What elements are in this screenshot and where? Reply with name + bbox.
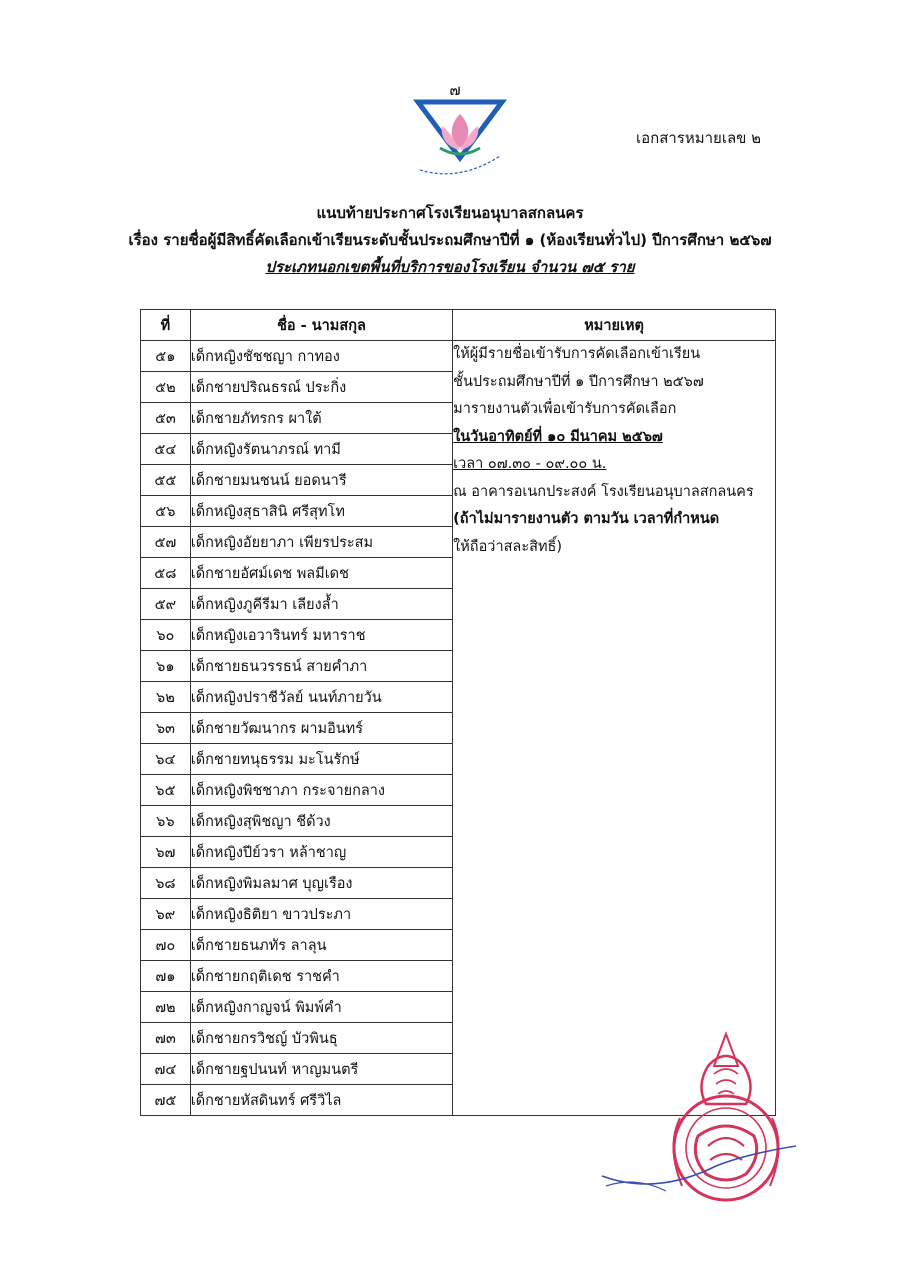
student-name: เด็กชายฐปนนท์ หาญมนตรี [190,1054,452,1085]
remark-warning-1: (ถ้าไม่มารายงานตัว ตามวัน เวลาที่กำหนด [453,511,720,527]
table-row [141,341,776,372]
row-number: ๕๙ [141,589,191,620]
row-number: ๖๐ [141,620,191,651]
remark-line-3: มารายงานตัวเพื่อเข้ารับการคัดเลือก [453,401,677,417]
remark-line-2: ชั้นประถมศึกษาปีที่ ๑ ปีการศึกษา ๒๕๖๗ [453,373,704,390]
title-line-1: แนบท้ายประกาศโรงเรียนอนุบาลสกลนคร [316,204,584,222]
row-number: ๗๐ [141,930,191,961]
student-name: เด็กชายธนวรรธน์ สายคำภา [190,651,452,682]
student-name: เด็กหญิงพิชชาภา กระจายกลาง [190,775,452,806]
remark-location: ณ อาคารอเนกประสงค์ โรงเรียนอนุบาลสกลนคร [453,483,754,500]
row-number: ๕๑ [141,341,191,372]
title-line-3: ประเภทนอกเขตพื้นที่บริการของโรงเรียน จำนวน ๗๕ ราย [265,258,635,276]
row-number: ๖๙ [141,899,191,930]
student-name: เด็กชายวัฒนากร ผามอินทร์ [190,713,452,744]
row-number: ๕๕ [141,465,191,496]
student-name: เด็กหญิงอัยยาภา เพียรประสม [190,527,452,558]
student-name: เด็กหญิงพิมลมาศ บุญเรือง [190,868,452,899]
student-name: เด็กหญิงธิติยา ขาวประภา [190,899,452,930]
student-name: เด็กชายอัศม์เดช พลมีเดช [190,558,452,589]
school-logo [412,98,508,178]
row-number: ๖๗ [141,837,191,868]
header-name: ชื่อ - นามสกุล [190,310,452,341]
student-name: เด็กชายกรวิชญ์ บัวพินธุ [190,1023,452,1054]
school-seal-stamp [596,1026,806,1216]
student-name: เด็กชายมนชนน์ ยอดนารี [190,465,452,496]
remark-cell [453,341,776,1116]
row-number: ๕๓ [141,403,191,434]
row-number: ๕๗ [141,527,191,558]
student-name: เด็กชายทนุธรรม มะโนรักษ์ [190,744,452,775]
student-name: เด็กหญิงกาญจน์ พิมพ์คำ [190,992,452,1023]
row-number: ๗๔ [141,1054,191,1085]
row-number: ๕๘ [141,558,191,589]
row-number: ๗๒ [141,992,191,1023]
student-name: เด็กหญิงปราชีวัลย์ นนท์ภายวัน [190,682,452,713]
remark-time: เวลา ๐๗.๓๐ - ๐๙.๐๐ น. [453,456,607,472]
student-name: เด็กหญิงภูคีรีมา เลียงล้ำ [190,589,452,620]
row-number: ๖๘ [141,868,191,899]
student-name: เด็กหญิงปีย์วรา หล้าชาญ [190,837,452,868]
row-number: ๖๖ [141,806,191,837]
row-number: ๕๔ [141,434,191,465]
row-number: ๕๒ [141,372,191,403]
row-number: ๖๑ [141,651,191,682]
row-number: ๖๒ [141,682,191,713]
student-name: เด็กชายภัทรกร ผาใต้ [190,403,452,434]
remark-line-1: ให้ผู้มีรายชื่อเข้ารับการคัดเลือกเข้าเรียน [453,346,701,362]
row-number: ๗๕ [141,1085,191,1116]
student-name: เด็กหญิงเอวารินทร์ มหาราช [190,620,452,651]
table-header-row [141,310,776,341]
row-number: ๖๕ [141,775,191,806]
student-name: เด็กหญิงสุธาสินิ ศรีสุทโท [190,496,452,527]
student-name: เด็กชายหัสดินทร์ ศรีวิไล [190,1085,452,1116]
remark-warning-2: ให้ถือว่าสละสิทธิ์) [453,538,563,555]
student-name: เด็กชายกฤติเดช ราชคำ [190,961,452,992]
title-line-2: เรื่อง รายชื่อผู้มีสิทธิ์คัดเลือกเข้าเรียนระดับชั้นประถมศึกษาปีที่ ๑ (ห้องเรียนทั่วไป) ปีการศึกษา ๒๕๖๗ [128,231,772,249]
row-number: ๖๔ [141,744,191,775]
header-number: ที่ [141,310,191,341]
row-number: ๖๓ [141,713,191,744]
document-number: เอกสารหมายเลข ๒ [636,129,762,147]
student-name: เด็กชายธนภทัร ลาลุน [190,930,452,961]
student-name: เด็กหญิงรัตนาภรณ์ ทามี [190,434,452,465]
remark-date: ในวันอาทิตย์ที่ ๑๐ มีนาคม ๒๕๖๗ [453,428,663,445]
header-remark: หมายเหตุ [453,310,776,341]
student-name: เด็กหญิงชัชชญา กาทอง [190,341,452,372]
title-block [0,200,900,281]
page-number: ๗ [449,81,461,99]
student-name: เด็กชายปริณธรณ์ ประกิ่ง [190,372,452,403]
row-number: ๗๓ [141,1023,191,1054]
row-number: ๗๑ [141,961,191,992]
row-number: ๕๖ [141,496,191,527]
student-table [140,309,776,1116]
student-name: เด็กหญิงสุพิชญา ชีด้วง [190,806,452,837]
